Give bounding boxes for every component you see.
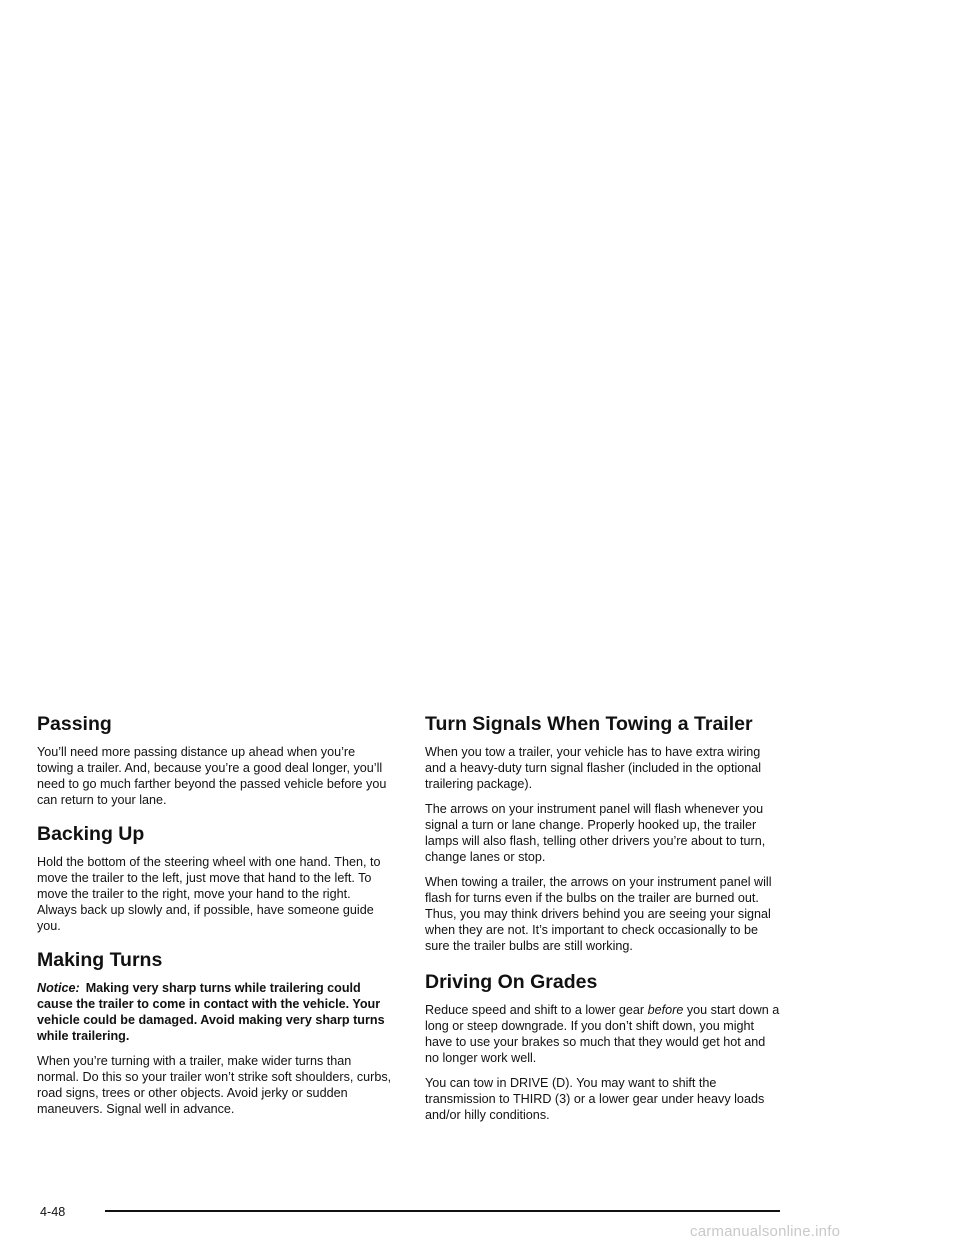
section-turn-signals (425, 712, 781, 954)
paragraph-driving-on-grades-1 (425, 1002, 781, 1066)
notice-text: Making very sharp turns while trailering could cause the trailer to come in contact with the vehicle. Your vehicle could be damaged. Avoid making very sharp turns while trailering. (37, 981, 385, 1043)
page-footer (40, 1202, 780, 1222)
watermark: carmanualsonline.info (690, 1223, 841, 1240)
grades-text-after: you start down a long or steep downgrade. If you don’t shift down, you might have to use your brakes so much that they would get hot and no longer work well. (425, 1003, 780, 1065)
section-driving-on-grades (425, 970, 781, 1123)
heading-driving-on-grades: Driving On Grades (425, 971, 598, 993)
notice-label: Notice: (37, 981, 80, 995)
paragraph-turn-signals-1: When you tow a trailer, your vehicle has to have extra wiring and a heavy-duty turn signal flasher (included in the optional trailering package). (425, 745, 762, 791)
section-backing-up (37, 822, 393, 934)
grades-text-before: Reduce speed and shift to a lower gear (425, 1003, 648, 1017)
notice-block (37, 980, 393, 1044)
heading-making-turns: Making Turns (37, 949, 163, 971)
section-making-turns (37, 948, 393, 1117)
heading-backing-up: Backing Up (37, 823, 145, 845)
section-passing (37, 712, 393, 808)
footer-rule (105, 1210, 780, 1212)
page-number: 4-48 (40, 1205, 66, 1219)
grades-emphasis: before (647, 1003, 684, 1017)
left-column (37, 712, 393, 1126)
paragraph-making-turns: When you’re turning with a trailer, make wider turns than normal. Do this so your trailer won’t strike soft shoulders, curbs, road signs, trees or other objects. Avoid jerky or sudden maneuvers. Signal well in advance. (37, 1054, 392, 1116)
right-column (425, 712, 781, 1132)
paragraph-driving-on-grades-2: You can tow in DRIVE (D). You may want to shift the transmission to THIRD (3) or a lower gear under heavy loads and/or hilly conditions. (425, 1076, 765, 1122)
heading-passing: Passing (37, 713, 112, 735)
paragraph-backing-up: Hold the bottom of the steering wheel with one hand. Then, to move the trailer to the left, just move that hand to the left. To move the trailer to the right, move your hand to the right. Always back up slowly and, if possible, have someone guide you. (37, 855, 381, 933)
paragraph-turn-signals-2: The arrows on your instrument panel will flash whenever you signal a turn or lane change. Properly hooked up, the trailer lamps will also flash, telling other drivers you’re about to turn, change lanes or stop. (425, 802, 766, 864)
heading-turn-signals: Turn Signals When Towing a Trailer (425, 713, 753, 735)
paragraph-turn-signals-3: When towing a trailer, the arrows on your instrument panel will flash for turns even if the bulbs on the trailer are burned out. Thus, you may think drivers behind you are seeing your signal when they are not. It’s important to check occasionally to be sure the trailer bulbs are still working. (425, 875, 772, 953)
paragraph-passing: You’ll need more passing distance up ahead when you’re towing a trailer. And, because you’re a good deal longer, you’ll need to go much farther beyond the passed vehicle before you can return to your lane. (37, 745, 387, 807)
